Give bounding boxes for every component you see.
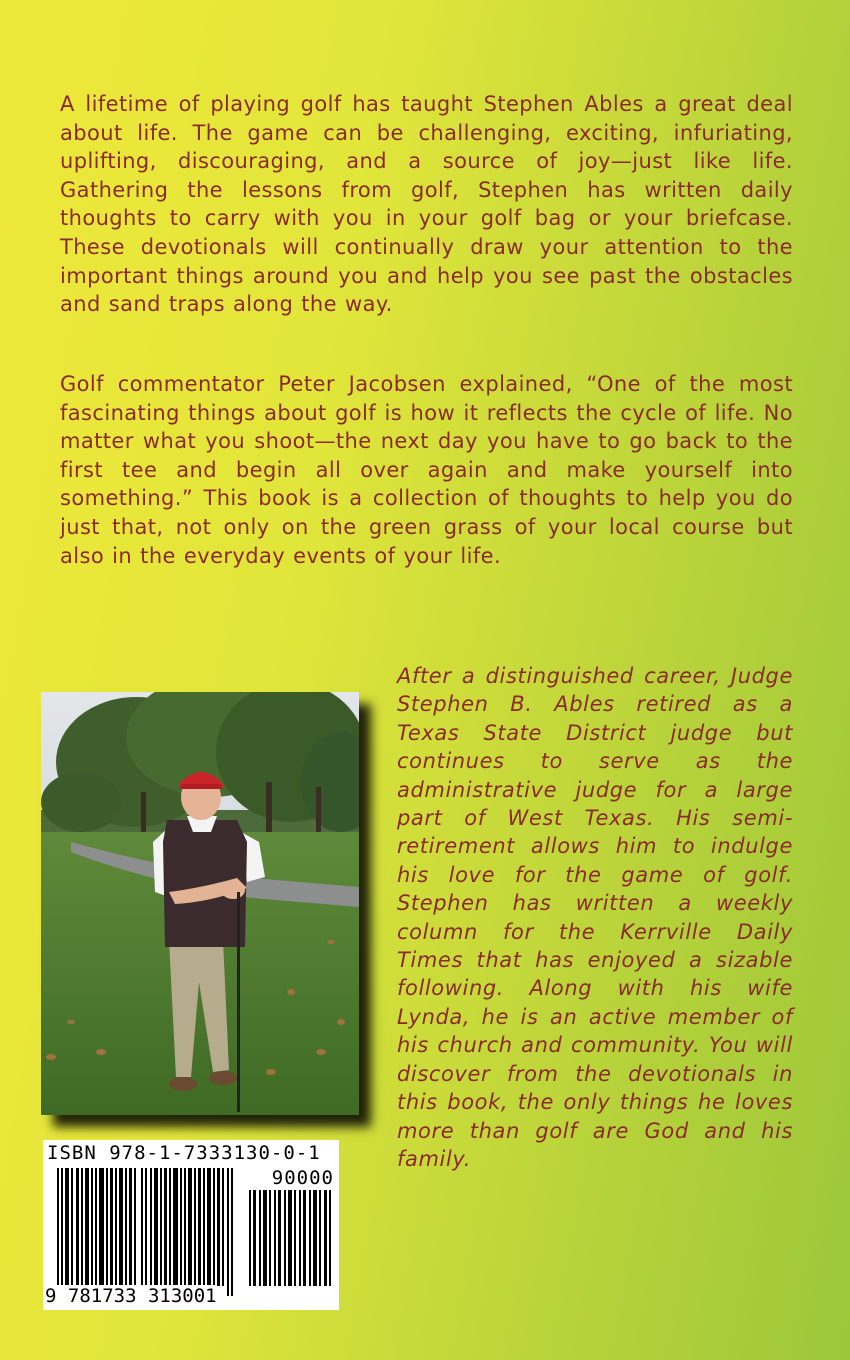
blurb-paragraph-1: A lifetime of playing golf has taught Stephen Ables a great deal about life. The game can be challenging, exciting, infuriating, uplifting, discouraging, and a source of joy—just like life. Gathering the lessons from golf, Stephen has written daily thoughts to carry with you in your golf bag or your briefcase. These devotionals will continually draw your attention to the important things around you and help you see past the obstacles and sand traps along the way. <box>60 92 793 317</box>
price-code: 90000 <box>271 1167 334 1189</box>
author-bio: After a distinguished career, Judge Stephen B. Ables retired as a Texas State District judge but continues to serve as the administrative judge for a large part of West Texas. His semi-retirement allows him to indulge his love for the game of golf. Stephen has written a weekly column for the Kerrville Daily Times that has enjoyed a sizable following. Along with his wife Lynda, he is an active member of his church and community. You will discover from the devotionals in this book, the only things he loves more than golf are God and his family. <box>397 664 793 1171</box>
blurb-paragraph-2: Golf commentator Peter Jacobsen explained, “One of the most fascinating things about golf is how it reflects the cycle of life. No matter what you shoot—the next day you have to go back to the first tee and begin all over again and make yourself into something.” This book is a collection of thoughts to help you do just that, not only on the green grass of your local course but also in the everyday events of your life. <box>60 372 793 568</box>
isbn-barcode <box>43 1140 339 1310</box>
addon-barcode-bars <box>249 1190 333 1286</box>
ean-barcode-bars <box>57 1168 237 1296</box>
ean-number: 9 781733 313001 <box>45 1285 217 1307</box>
isbn-number: ISBN 978-1-7333130-0-1 <box>47 1142 321 1164</box>
author-photo <box>41 692 359 1115</box>
